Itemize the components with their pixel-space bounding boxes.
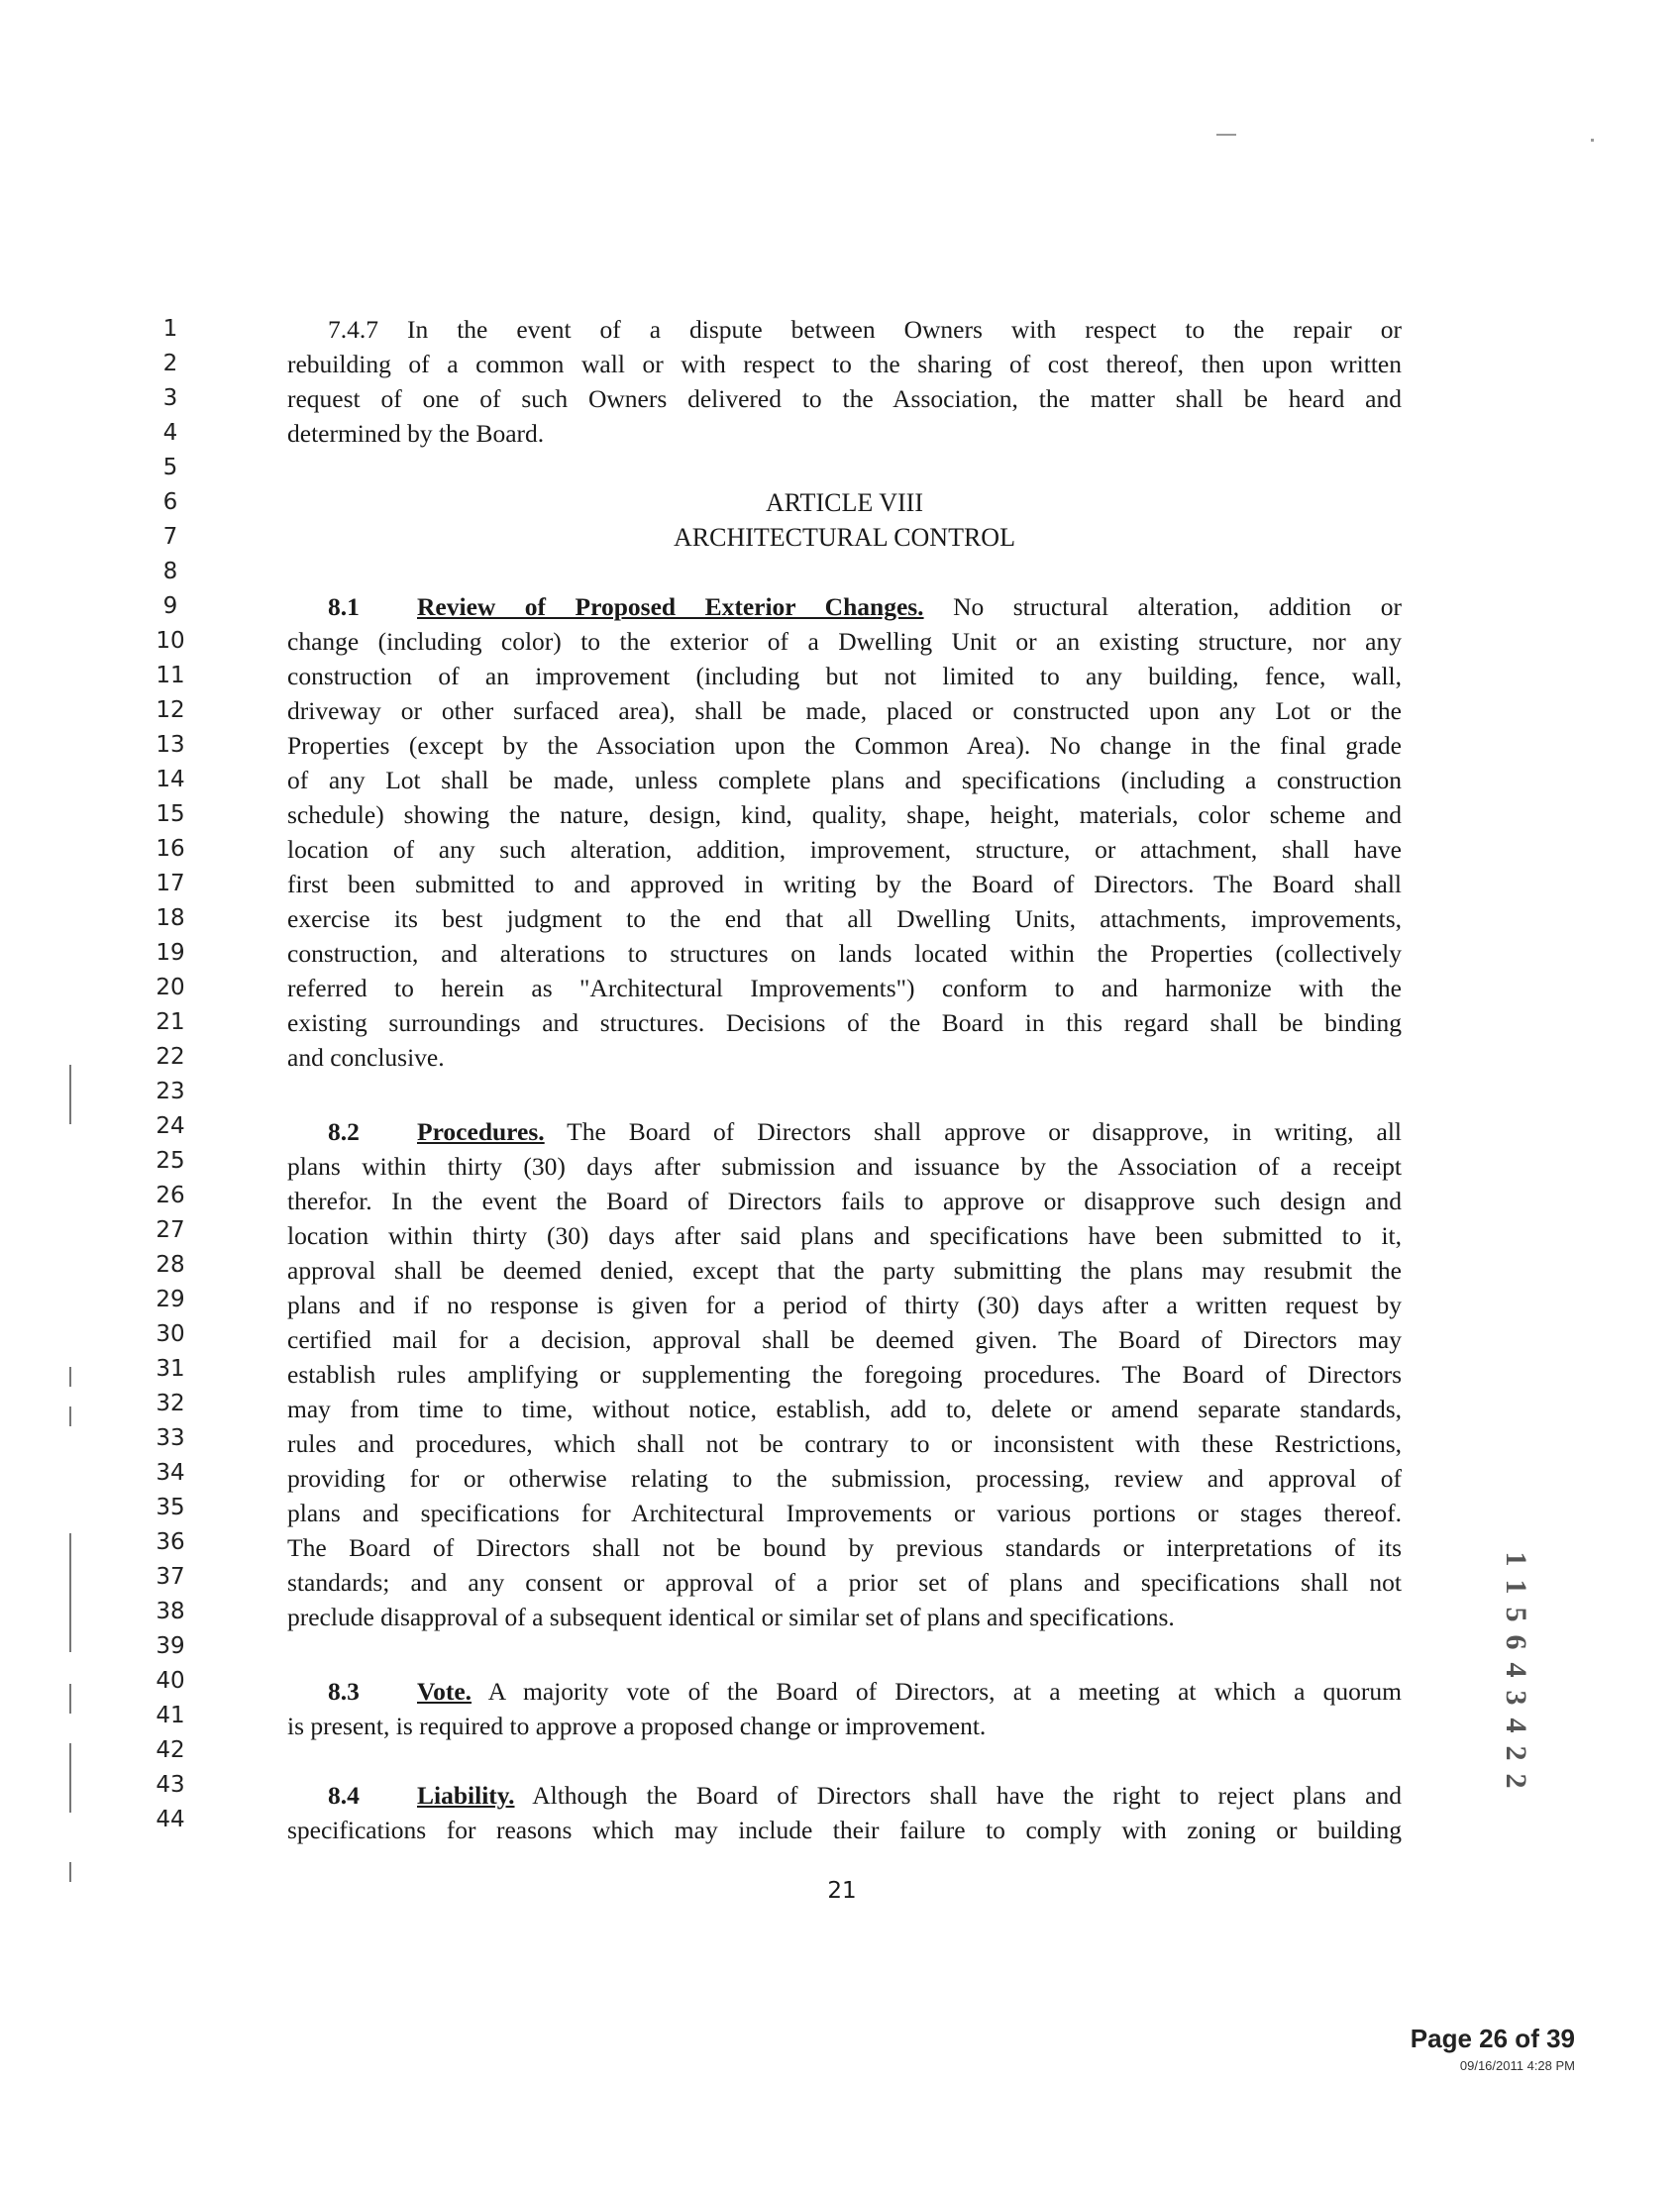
section-8-2-line-2: plans within thirty (30) days after submission and issuance by the Association of a receipt (287, 1152, 1402, 1181)
line-number: 24 (156, 1113, 185, 1139)
section-8-3-lead: A majority vote of the Board of Directors, at a meeting at which a quorum (487, 1677, 1403, 1706)
side-stamp-char: 6 (1500, 1634, 1532, 1650)
section-8-1-line-14: and conclusive. (287, 1043, 445, 1072)
section-8-1-line-12: referred to herein as "Architectural Improvements") conform to and harmonize with the (287, 974, 1402, 1002)
section-8-2-title: Procedures. (417, 1117, 545, 1146)
line-number: 18 (156, 905, 185, 931)
margin-bar (69, 1743, 71, 1813)
side-document-number-stamp (1486, 1545, 1545, 1842)
section-8-1-first-line (328, 589, 1402, 624)
section-8-2-line-13: The Board of Directors shall not be bound by previous standards or interpretations of its (287, 1533, 1402, 1562)
section-8-1-line-11: construction, and alterations to structures on lands located within the Properties (collectively (287, 939, 1402, 968)
para-747-line-1: 7.4.7 In the event of a dispute between Owners with respect to the repair or (328, 315, 1402, 344)
line-number: 44 (156, 1807, 185, 1832)
para-747-line-2: rebuilding of a common wall or with respect to the sharing of cost thereof, then upon written (287, 350, 1402, 378)
scan-speck (1591, 139, 1594, 142)
section-8-2-line-5: approval shall be deemed denied, except that the party submitting the plans may resubmit the (287, 1256, 1402, 1285)
line-number: 36 (156, 1529, 185, 1555)
section-8-2-line-4: location within thirty (30) days after said plans and specifications have been submitted to it, (287, 1221, 1402, 1250)
side-stamp-char: 2 (1500, 1745, 1532, 1761)
section-8-2-line-8: establish rules amplifying or supplementing the foregoing procedures. The Board of Directors (287, 1360, 1402, 1389)
line-number: 6 (162, 489, 178, 515)
line-number: 39 (156, 1633, 185, 1659)
margin-bar (69, 1862, 71, 1882)
section-8-2-line-12: plans and specifications for Architectural Improvements or various portions or stages thereof. (287, 1499, 1402, 1527)
line-number: 26 (156, 1183, 185, 1208)
side-stamp-char: 3 (1500, 1690, 1532, 1706)
section-8-1-line-13: existing surroundings and structures. Decisions of the Board in this regard shall be binding (287, 1008, 1402, 1037)
line-number: 4 (162, 420, 178, 446)
section-8-4-first-line (328, 1778, 1402, 1813)
section-8-2-line-14: standards; and any consent or approval of a prior set of plans and specifications shall not (287, 1568, 1402, 1597)
line-number: 1 (162, 316, 178, 342)
line-number: 28 (156, 1252, 185, 1278)
line-number: 34 (156, 1460, 185, 1486)
line-number: 16 (156, 836, 185, 862)
line-number: 2 (162, 351, 178, 376)
line-number: 33 (156, 1425, 185, 1451)
line-number: 40 (156, 1668, 185, 1694)
section-8-1-number: 8.1 (328, 592, 360, 621)
section-8-2-line-3: therefor. In the event the Board of Directors fails to approve or disapprove such design and (287, 1187, 1402, 1215)
article-number: ARTICLE VIII (766, 488, 923, 517)
section-8-4-title: Liability. (417, 1781, 515, 1810)
section-8-1-lead: No structural alteration, addition or (953, 592, 1402, 621)
section-8-2-line-15: preclude disapproval of a subsequent identical or similar set of plans and specifications. (287, 1603, 1175, 1631)
line-number: 12 (156, 697, 185, 723)
line-number: 32 (156, 1391, 185, 1416)
section-8-1-line-9: first been submitted to and approved in writing by the Board of Directors. The Board shall (287, 870, 1402, 898)
section-8-2-line-11: providing for or otherwise relating to the submission, processing, review and approval of (287, 1464, 1402, 1493)
margin-bar (69, 1367, 71, 1387)
line-number: 15 (156, 801, 185, 827)
section-8-2-first-line (328, 1114, 1402, 1149)
section-8-1-line-4: driveway or other surfaced area), shall be made, placed or constructed upon any Lot or the (287, 696, 1402, 725)
section-8-4-number: 8.4 (328, 1781, 360, 1810)
line-number: 22 (156, 1044, 185, 1070)
line-number: 13 (156, 732, 185, 758)
section-8-2-line-9: may from time to time, without notice, establish, add to, delete or amend separate standards, (287, 1395, 1402, 1423)
margin-bar (69, 1406, 71, 1426)
line-number: 25 (156, 1148, 185, 1174)
line-number: 21 (156, 1009, 185, 1035)
recorder-page-label: Page 26 of 39 (1410, 2024, 1575, 2053)
margin-bar (69, 1533, 71, 1652)
line-number: 5 (162, 455, 178, 480)
line-number: 17 (156, 871, 185, 896)
section-8-1-line-3: construction of an improvement (including but not limited to any building, fence, wall, (287, 662, 1402, 690)
line-number: 11 (156, 663, 185, 688)
line-number: 30 (156, 1321, 185, 1347)
margin-bar (69, 1065, 71, 1124)
side-stamp-char: 1 (1500, 1551, 1532, 1567)
line-number: 10 (156, 628, 185, 654)
article-title: ARCHITECTURAL CONTROL (674, 523, 1015, 552)
line-number: 20 (156, 975, 185, 1000)
section-8-1-line-8: location of any such alteration, addition, improvement, structure, or attachment, shall have (287, 835, 1402, 864)
section-8-1-line-10: exercise its best judgment to the end that all Dwelling Units, attachments, improvements, (287, 904, 1402, 933)
section-8-1-line-5: Properties (except by the Association upon the Common Area). No change in the final grade (287, 731, 1402, 760)
section-8-1-line-2: change (including color) to the exterior of a Dwelling Unit or an existing structure, nor any (287, 627, 1402, 656)
section-8-4-line-2: specifications for reasons which may include their failure to comply with zoning or building (287, 1816, 1402, 1844)
section-8-4-lead: Although the Board of Directors shall have the right to reject plans and (532, 1781, 1403, 1810)
section-8-2-line-7: certified mail for a decision, approval shall be deemed given. The Board of Directors may (287, 1325, 1402, 1354)
section-8-2-lead: The Board of Directors shall approve or disapprove, in writing, all (567, 1117, 1402, 1146)
side-stamp-char: 1 (1500, 1579, 1532, 1595)
line-number: 41 (156, 1703, 185, 1728)
margin-bar (69, 1684, 71, 1714)
line-number: 27 (156, 1217, 185, 1243)
line-number: 42 (156, 1737, 185, 1763)
para-747-line-3: request of one of such Owners delivered to the Association, the matter shall be heard and (287, 384, 1402, 413)
line-number: 37 (156, 1564, 185, 1590)
line-number: 23 (156, 1079, 185, 1104)
section-8-3-line-2: is present, is required to approve a proposed change or improvement. (287, 1712, 987, 1740)
line-number: 3 (162, 385, 178, 411)
line-number: 35 (156, 1495, 185, 1520)
section-8-2-line-10: rules and procedures, which shall not be contrary to or inconsistent with these Restrictions, (287, 1429, 1402, 1458)
line-number: 7 (162, 524, 178, 550)
section-8-2-line-6: plans and if no response is given for a period of thirty (30) days after a written request by (287, 1291, 1402, 1319)
side-stamp-char: 5 (1500, 1607, 1532, 1622)
line-number: 38 (156, 1599, 185, 1624)
line-number: 9 (162, 593, 178, 619)
section-8-1-title: Review of Proposed Exterior Changes. (417, 592, 924, 621)
line-number: 19 (156, 940, 185, 966)
section-8-3-title: Vote. (417, 1677, 472, 1706)
page-number: 21 (827, 1878, 857, 1904)
line-number: 8 (162, 559, 178, 584)
para-747-line-4: determined by the Board. (287, 419, 545, 448)
line-number: 29 (156, 1287, 185, 1312)
side-stamp-char: 4 (1500, 1718, 1532, 1733)
line-number: 43 (156, 1772, 185, 1798)
recorder-datetime: 09/16/2011 4:28 PM (1459, 2058, 1575, 2073)
scan-speck (1216, 134, 1236, 136)
section-8-1-line-7: schedule) showing the nature, design, kind, quality, shape, height, materials, color scheme and (287, 800, 1402, 829)
section-8-3-number: 8.3 (328, 1677, 360, 1706)
line-number: 14 (156, 767, 185, 792)
section-8-3-first-line (328, 1674, 1402, 1709)
line-number: 31 (156, 1356, 185, 1382)
side-stamp-char: 4 (1500, 1662, 1532, 1678)
section-8-2-number: 8.2 (328, 1117, 360, 1146)
section-8-1-line-6: of any Lot shall be made, unless complete plans and specifications (including a construction (287, 766, 1402, 794)
side-stamp-char: 2 (1500, 1773, 1532, 1789)
